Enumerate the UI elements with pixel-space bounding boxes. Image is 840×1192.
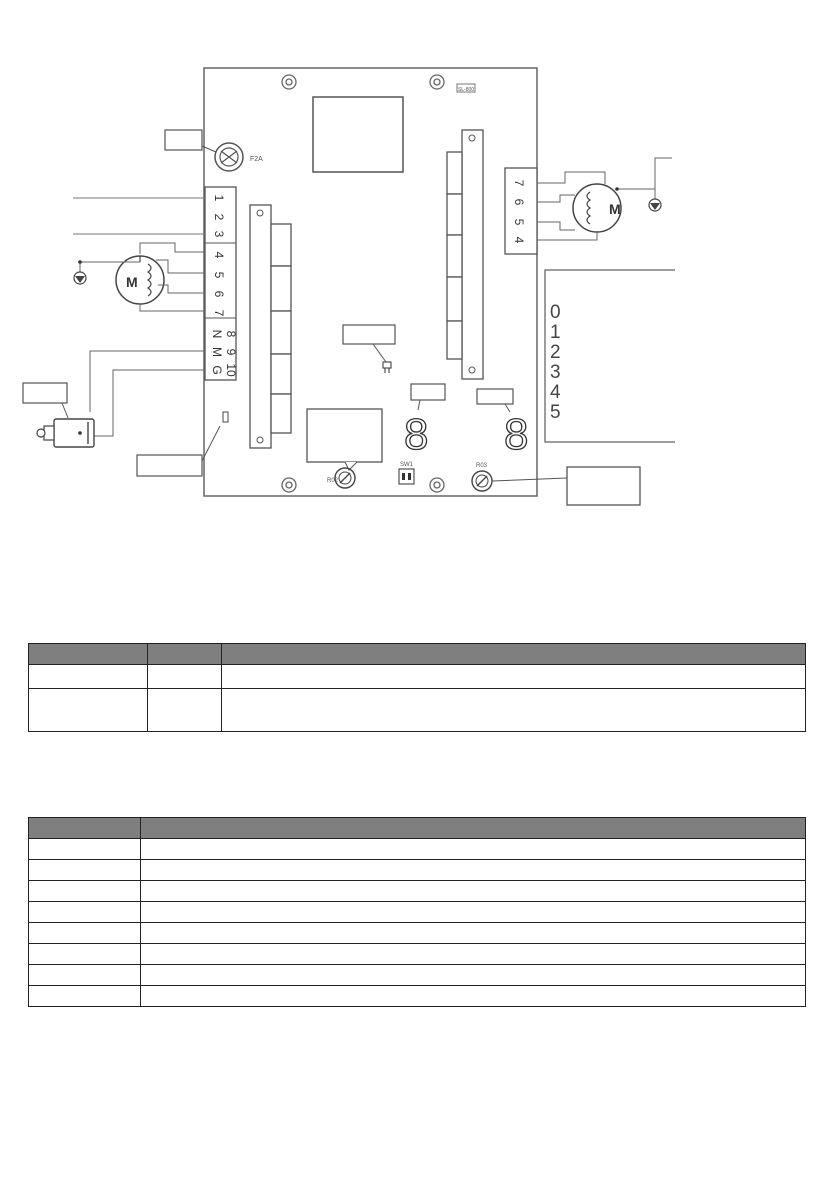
table-header-cell [148,644,222,665]
svg-text:5: 5 [512,218,526,226]
table-cell [222,689,806,732]
svg-text:N: N [210,329,224,339]
svg-text:2: 2 [550,342,561,363]
table-header-cell [29,818,141,839]
callout-switch [23,383,67,403]
table-cell [141,881,806,902]
pot-right-label: R03 [476,463,488,469]
limit-switch-icon [37,419,94,447]
table-cell [29,881,141,902]
table-row [29,860,806,881]
left-motor-wires [80,243,205,311]
callout-fuse [165,130,202,150]
table-cell [141,986,806,1007]
table-header-cell [222,644,806,665]
svg-text:6: 6 [212,290,226,298]
svg-text:5: 5 [212,271,226,279]
table-row [29,944,806,965]
code-list [550,302,561,423]
spec-table-2 [28,817,806,1007]
svg-text:8: 8 [224,330,238,338]
dip-switch-label: SW1 [400,462,414,468]
table-cell [29,839,141,860]
table-cell [29,665,148,689]
table-row [29,665,806,689]
supply-wires [73,198,205,234]
svg-text:4: 4 [512,236,526,244]
table-cell [29,902,141,923]
table-cell [148,689,222,732]
table-row [29,965,806,986]
callout-display-right [477,389,513,404]
right-ground-icon [649,199,661,211]
svg-text:0: 0 [550,302,561,323]
right-relays [447,152,462,359]
left-relays [271,224,291,433]
left-relay-rail [250,205,271,448]
dip-switch-icon [399,469,414,484]
code-panel-frame [545,270,675,442]
table-cell [141,902,806,923]
table-cell [222,665,806,689]
table-cell [29,986,141,1007]
table-row [29,839,806,860]
svg-text:7: 7 [212,309,226,317]
svg-text:10: 10 [224,363,238,377]
switch-wires [90,351,205,436]
callout-pot-left [307,409,382,462]
left-motor-icon [116,256,164,304]
callout-pot-right [567,467,640,505]
transformer-block [313,97,403,172]
table-cell [141,944,806,965]
svg-text:M: M [609,201,621,217]
table-header-cell [29,644,148,665]
svg-text:7: 7 [512,179,526,187]
svg-text:M: M [126,274,138,290]
svg-text:4: 4 [550,382,561,403]
spec-table-1 [28,643,806,732]
display-right-digit: 8 [504,410,529,459]
left-led-icon [223,412,228,422]
table-row [29,881,806,902]
table-header-cell [141,818,806,839]
svg-text:3: 3 [212,230,226,238]
svg-text:6: 6 [512,198,526,206]
svg-text:5: 5 [550,402,561,423]
svg-text:2: 2 [212,213,226,221]
callout-connector [343,325,395,344]
table-cell [29,923,141,944]
svg-text:4: 4 [212,251,226,259]
table-row [29,902,806,923]
display-left-digit: 8 [404,410,429,459]
table-cell [141,965,806,986]
table-row [29,689,806,732]
table-cell [29,860,141,881]
right-motor-icon [573,184,621,232]
wiring-diagram [0,0,840,520]
svg-text:9: 9 [224,348,238,356]
table-cell [29,965,141,986]
table-cell [141,923,806,944]
right-relay-rail [462,130,483,379]
svg-text:3: 3 [550,362,561,383]
svg-text:G: G [210,365,224,375]
table-cell [148,665,222,689]
pot-left-label: R02 [327,478,339,484]
table-header-row [29,644,806,665]
left-ground-icon [74,272,86,284]
table-cell [29,944,141,965]
table-cell [29,689,148,732]
table-header-row [29,818,806,839]
svg-text:1: 1 [550,322,561,343]
table-cell [141,860,806,881]
board-tag-text: SL-800 [457,87,475,93]
svg-text:M: M [210,347,224,357]
svg-text:1: 1 [212,194,226,202]
table-row [29,986,806,1007]
table-cell [141,839,806,860]
table-row [29,923,806,944]
callout-display-left [411,384,445,400]
fuse-label: F2A [250,156,263,163]
callout-led-left [137,455,202,476]
right-motor-wires [537,158,672,240]
